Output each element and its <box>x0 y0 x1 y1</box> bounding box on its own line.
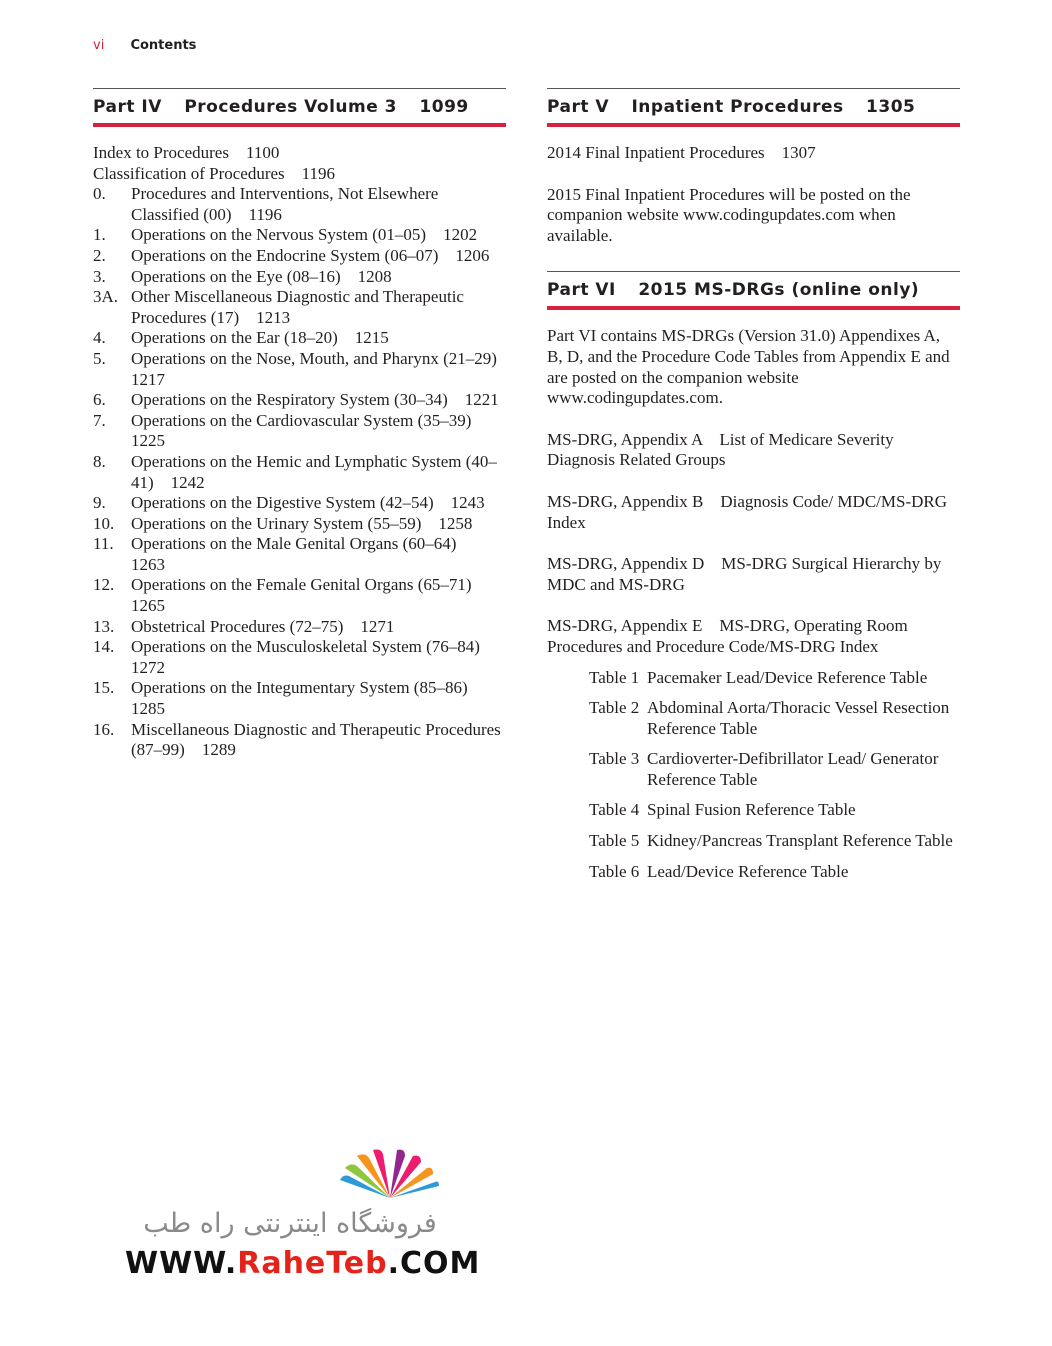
left-column <box>93 88 514 761</box>
watermark-logo <box>125 1148 481 1288</box>
toc-entry <box>93 348 514 390</box>
reference-table-entry <box>589 831 960 852</box>
part-label: Part V <box>547 97 610 117</box>
part-vi-body <box>547 326 960 882</box>
note-paragraph: 2015 Final Inpatient Procedures will be posted on the companion website www.codingupdates.com when available. <box>547 184 911 245</box>
running-header <box>93 38 196 53</box>
toc-entries <box>93 184 514 761</box>
entry-number: 15. <box>93 678 115 698</box>
reference-table-entry <box>589 800 960 821</box>
entry-number: 10. <box>93 513 115 533</box>
entry-number: 9. <box>93 493 106 513</box>
reference-table-entry <box>589 862 960 883</box>
toc-entry <box>93 267 506 288</box>
part-label: Part IV <box>93 97 162 117</box>
entry-number: 3A. <box>93 287 119 307</box>
appendix-entry: MS-DRG, Appendix D MS-DRG Surgical Hierarchy by MDC and MS-DRG <box>547 554 946 594</box>
part-iv-body <box>93 143 514 761</box>
right-column <box>547 88 960 892</box>
part-page: 1099 <box>419 97 469 117</box>
entry-text: Operations on the Respiratory System (30–34) 1221 <box>131 390 499 410</box>
appendix-entry: MS-DRG, Appendix A List of Medicare Severity Diagnosis Related Groups <box>547 429 898 470</box>
part-label: Part VI <box>547 280 616 301</box>
toc-entry <box>93 678 506 719</box>
appendix-entry: MS-DRG, Appendix B Diagnosis Code/ MDC/MS-DRG Index <box>547 491 952 532</box>
toc-entry <box>93 390 506 411</box>
table-title: Pacemaker Lead/Device Reference Table <box>647 667 928 687</box>
entry-number: 0. <box>93 184 106 204</box>
entry-text: Operations on the Integumentary System (85–86) 1285 <box>131 678 485 719</box>
appendix-entry: MS-DRG, Appendix E MS-DRG, Operating Room Procedures and Procedure Code/MS-DRG Index <box>547 616 913 656</box>
toc-entry <box>93 328 506 349</box>
table-number: Table 4 <box>589 800 640 820</box>
book-fan-icon <box>335 1148 445 1208</box>
entry-text: Operations on the Ear (18–20) 1215 <box>131 328 389 348</box>
table-title: Spinal Fusion Reference Table <box>647 800 856 820</box>
table-number: Table 6 <box>589 861 640 881</box>
toc-entry <box>93 246 506 267</box>
page-number: vi <box>93 38 105 53</box>
entry-number: 1. <box>93 225 106 245</box>
toc-entry <box>93 575 506 616</box>
reference-table-entry <box>589 668 960 689</box>
toc-entry <box>93 493 506 514</box>
entry-text: Operations on the Urinary System (55–59) 1258 <box>131 513 473 533</box>
table-number: Table 1 <box>589 667 640 687</box>
entry-text: Operations on the Endocrine System (06–07) 1206 <box>131 245 490 265</box>
part-iv-heading <box>93 88 506 127</box>
entry-number: 12. <box>93 575 115 595</box>
table-number: Table 2 <box>589 698 640 718</box>
entry-number: 5. <box>93 348 106 368</box>
table-title: Abdominal Aorta/Thoracic Vessel Resection Reference Table <box>647 698 950 738</box>
part-title: 2015 MS-DRGs (online only) <box>638 280 920 301</box>
toc-entry <box>93 534 506 575</box>
entry-number: 2. <box>93 245 106 265</box>
toc-entry <box>93 720 506 761</box>
entry-text: Operations on the Nose, Mouth, and Pharynx (21–29) 1217 <box>131 348 514 389</box>
entry-text: Operations on the Eye (08–16) 1208 <box>131 266 392 286</box>
entry-number: 13. <box>93 616 115 636</box>
toc-entry <box>93 287 506 328</box>
entry-text: Obstetrical Procedures (72–75) 1271 <box>131 616 395 636</box>
part-title: Procedures Volume 3 <box>184 97 397 117</box>
entry-number: 7. <box>93 410 106 430</box>
toc-entry <box>93 637 506 678</box>
entry-number: 6. <box>93 390 106 410</box>
entry-number: 16. <box>93 719 115 739</box>
table-number: Table 3 <box>589 749 640 769</box>
entry-text: Operations on the Musculoskeletal System (76–84) 1272 <box>131 637 497 677</box>
toc-entry <box>93 184 506 225</box>
part-v-body <box>547 143 960 246</box>
entry-number: 3. <box>93 266 106 286</box>
entry-text: Other Miscellaneous Diagnostic and Therapeutic Procedures (17) 1213 <box>131 287 469 327</box>
intro-paragraph: Part VI contains MS-DRGs (Version 31.0) Appendixes A, B, D, and the Procedure Code Tables from Appendix E and are posted on the companion website www.codingupdates.com. <box>547 326 950 408</box>
appendix-list <box>547 409 960 658</box>
toc-line: Classification of Procedures 1196 <box>93 163 336 183</box>
entry-text: Operations on the Hemic and Lymphatic System (40–41) 1242 <box>131 451 497 492</box>
table-title: Kidney/Pancreas Transplant Reference Table <box>647 831 953 851</box>
entry-text: Operations on the Male Genital Organs (60–64) 1263 <box>131 534 474 574</box>
entry-text: Operations on the Cardiovascular System (35–39) 1225 <box>131 410 489 451</box>
part-vi-heading <box>547 271 960 310</box>
toc-entry <box>93 452 506 493</box>
part-page: 1305 <box>866 97 916 117</box>
table-title: Lead/Device Reference Table <box>647 861 849 881</box>
toc-entry <box>93 514 506 535</box>
toc-entry <box>93 411 506 452</box>
watermark-url: WWW.RaheTeb.COM <box>125 1246 481 1281</box>
entry-number: 11. <box>93 534 114 554</box>
table-list <box>547 668 960 883</box>
entry-text: Operations on the Nervous System (01–05) 1202 <box>131 225 478 245</box>
toc-entry <box>93 617 506 638</box>
entry-number: 8. <box>93 451 106 471</box>
entry-number: 4. <box>93 328 106 348</box>
toc-line: Index to Procedures 1100 <box>93 143 280 162</box>
reference-table-entry <box>589 749 960 790</box>
entry-text: Miscellaneous Diagnostic and Therapeutic Procedures (87–99) 1289 <box>131 719 506 760</box>
entry-text: Operations on the Female Genital Organs (65–71) 1265 <box>131 575 489 616</box>
reference-table-entry <box>589 698 960 739</box>
entry-text: Procedures and Interventions, Not Elsewhere Classified (00) 1196 <box>131 184 443 224</box>
entry-number: 14. <box>93 637 115 657</box>
entry-text: Operations on the Digestive System (42–54) 1243 <box>131 493 485 513</box>
part-title: Inpatient Procedures <box>631 97 844 117</box>
toc-entry <box>93 225 506 246</box>
table-number: Table 5 <box>589 831 640 851</box>
table-title: Cardioverter-Defibrillator Lead/ Generator Reference Table <box>647 749 939 789</box>
toc-line: 2014 Final Inpatient Procedures 1307 <box>547 143 816 162</box>
header-title: Contents <box>130 38 197 53</box>
watermark-persian-text: فروشگاه اینترنتی راه طب <box>143 1208 437 1239</box>
part-v-heading <box>547 88 960 127</box>
